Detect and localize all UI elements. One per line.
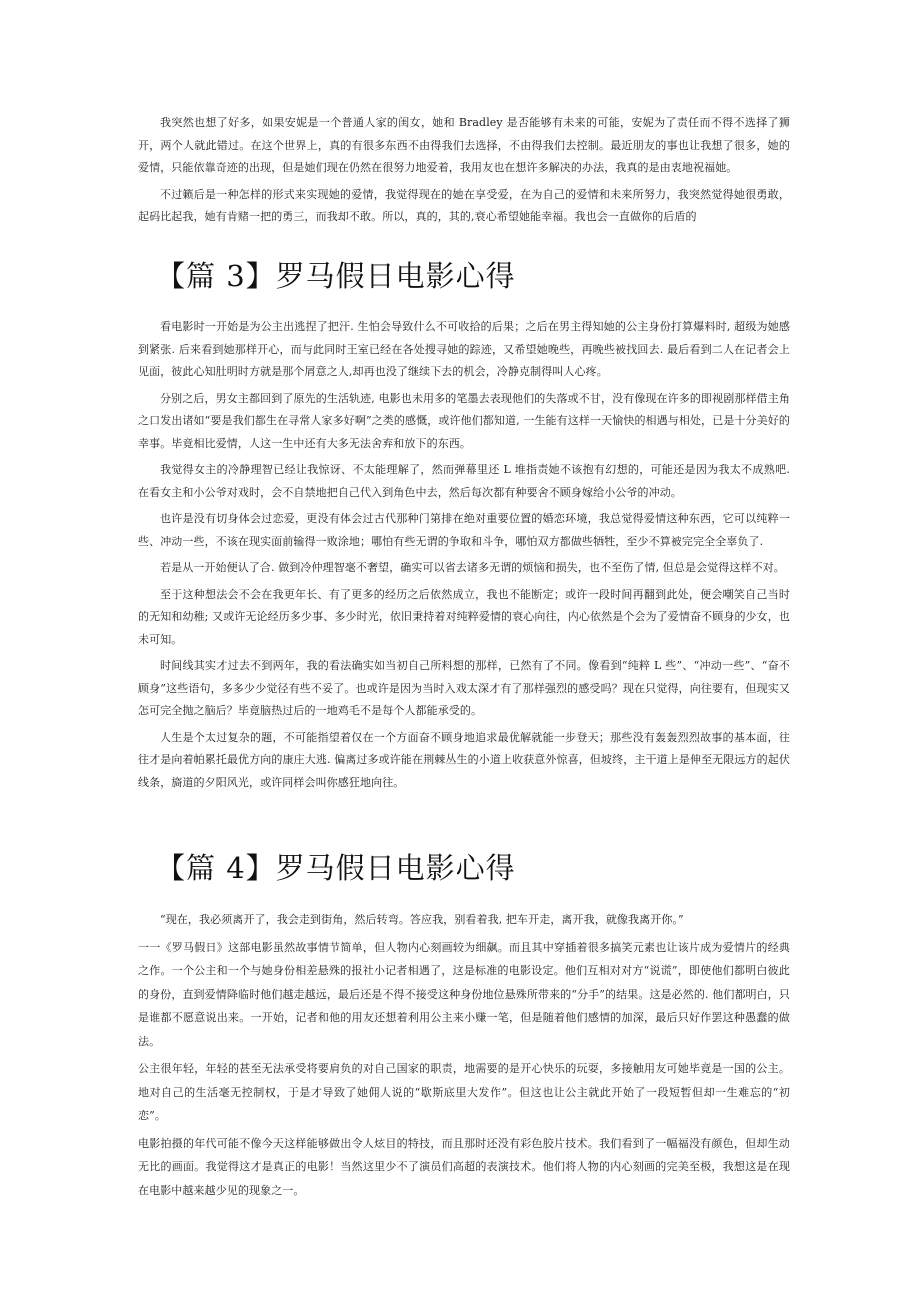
paragraph: 我觉得女主的冷静理智已经让我惊讶、不太能理解了，然而弹幕里还 L 堆指责她不该抱有幻想的，可能还是因为我太不成熟吧. 在看女主和小公爷对戏时，会不自禁地把自己代入到角色中去，然后每次都有种要舍不顾身嫁给小公爷的冲动。 bbox=[138, 463, 790, 499]
paragraph: 公主很年轻，年轻的甚至无法承受将要肩负的对自己国家的职责，地需要的是开心快乐的玩耍，多接触用友可她毕竟是一国的公主。地对自己的生活毫无控制权，于是才导致了她佣人说的“歇斯底里大发作”。但这也让公主就此开始了一段短暂但却一生难忘的“初恋”。 bbox=[138, 1062, 790, 1122]
paragraph: 时间线其实才过去不到两年，我的看法确实如当初自己所料想的那样，已然有了不同。像看到“纯粹 L 些”、“冲动一些”、“奋不顾身”这些语句，多多少少觉径有些不妥了。也或许是因为当时入戏太深才有了那样强烈的感受吗？现在只觉得，向往要有，但现实又怎可完全抛之脑后？毕竟脑热过后的一地鸡毛不是每个人都能承受的。 bbox=[138, 659, 790, 717]
section-1-body bbox=[138, 112, 790, 233]
paragraph: 若是从一开始便认了合. 做到冷仲理智毫不奢望，确实可以省去诸多无谓的烦恼和损失，也不至伤了情, 但总是会觉得这样不对。 bbox=[160, 561, 785, 574]
section-4-body bbox=[138, 908, 790, 1206]
paragraph: 分别之后，男女主都回到了原先的生活轨迹, 电影也未用多的笔墨去表现他们的失落或不甘，没有像现在许多的即视剧那样借主角之口发出诸如“要是我们都生在寻常人家多好啊”之类的感慨，或许他们都知道, 一生能有这样一天愉快的相遇与相处，已是十分美好的幸事。毕竟相比爱情，人这一生中还有大多无法舍弃和放下的东西。 bbox=[138, 391, 790, 450]
paragraph: 不过籁后是一种怎样的形式来实现她的爱情，我觉得现在的她在享受爱，在为自己的爱情和未来所努力，我突然觉得她很勇敢，起码比起我，她有肯赌一把的勇三，而我却不敢。所以，真的，其的,衰心希望她能幸福。我也会一直做你的后盾的 bbox=[138, 187, 790, 223]
paragraph: 电影拍摄的年代可能不像今天这样能够做出令人炫目的特技，而且那时还没有彩色胶片技术。我们看到了一幅福没有颜色，但却生动无比的画面。我觉得这才是真正的电影！当然这里少不了演员们高超的表演技术。他们将人物的内心刻画的完美至极，我想这是在现在电影中越来越少见的现象之一。 bbox=[138, 1136, 790, 1197]
section-4-heading: 【篇 4】罗马假日电影心得 bbox=[156, 851, 516, 885]
paragraph: 一一《罗马假日》这部电影虽然故事情节简单，但人物内心刻画较为细飙。而且其中穿插着很多搞笑元素也让该片成为爱情片的经典之作。一个公主和一个与她身份相差悬殊的报社小记者相遇了，这是标准的电影设定。他们互相对对方“说谎”，即使他们都明白彼此的身份，直到爱情降临时他们越走越远，最后还是不得不接受这种身份地位悬殊所带来的“分手”的结果。这是必然的. 他们都明白，只是谁都不愿意说出来。一开始，记者和他的用友还想着利用公主来小赚一笔，但是随着他们感情的加深，最后只好作罢这种愚蠢的做法。 bbox=[138, 940, 790, 1048]
quote-paragraph: “现在，我必须离开了，我会走到街角，然后转弯。答应我，别看着我, 把车开走，离开我，就像我离开你。” bbox=[160, 913, 684, 926]
paragraph: 人生是个太过复杂的题，不可能指望着仅在一个方面奋不顾身地追求最优解就能一步登天；那些没有轰轰烈烈故事的基本面，往往才是向着帕累托最优方向的康庄大逃. 偏离过多或许能在荆棘丛生的小道上收获意外惊喜，但坡终，主干道上是伸至无限远方的起伏线条，旖道的夕阳风光，或许同样会叫你感狂地向往。 bbox=[138, 730, 790, 789]
paragraph: 看电影时一开始是为公主出逃捏了把汗. 生怕会导致什么不可收拾的后果；之后在男主得知她的公主身份打算爆料时, 超级为她感到紧张. 后来看到她那样开心，而与此同时王室已经在各处搜寻她的踪迹，又希望她晚些，再晚些被找回去. 最后看到二人在记者会上见面，彼此心知肚明时方就是那个屑意之人,却再也没了继续下去的机会，冷静克制得叫人心疼。 bbox=[138, 320, 790, 378]
section-3-heading: 【篇 3】罗马假日电影心得 bbox=[156, 259, 516, 293]
section-3-body bbox=[138, 316, 790, 798]
paragraph: 我突然也想了好多，如果安妮是一个普通人家的闺女，她和 Bradley 是否能够有未来的可能，安妮为了责任而不得不选择了狮开，两个人就此错过。在这个世界上，真的有很多东西不由得我们去选择，不由得我们去控制。最近朋友的事也让我想了很多，她的爱情，只能依靠奇迹的出现，但是她们现在仍然在很努力地爱着，我用友也在想许多解决的办法，我真的是由衷地祝福她。 bbox=[138, 116, 790, 174]
paragraph: 至于这种想法会不会在我更年长、有了更多的经历之后依然成立，我也不能断定；或许一段时间再翻到此处，便会嘲笑自己当时的无知和幼稚; 又或许无论经历多少事、多少时光，依旧秉持着对纯粹爱情的衰心向往，内心依然是个会为了爱情奋不顾身的少女，也未可知。 bbox=[138, 587, 790, 646]
paragraph: 也许是没有切身体会过恋爱，更没有体会过古代那种门第排在绝对重要位置的婚恋环境，我总觉得爱情这种东西，它可以纯粹一些、冲动一些，不该在现实面前输得一败涂地；哪怕有些无谓的争取和斗争，哪怕双方都做些牺牲，至少不算被完完全全辜负了. bbox=[138, 512, 790, 548]
